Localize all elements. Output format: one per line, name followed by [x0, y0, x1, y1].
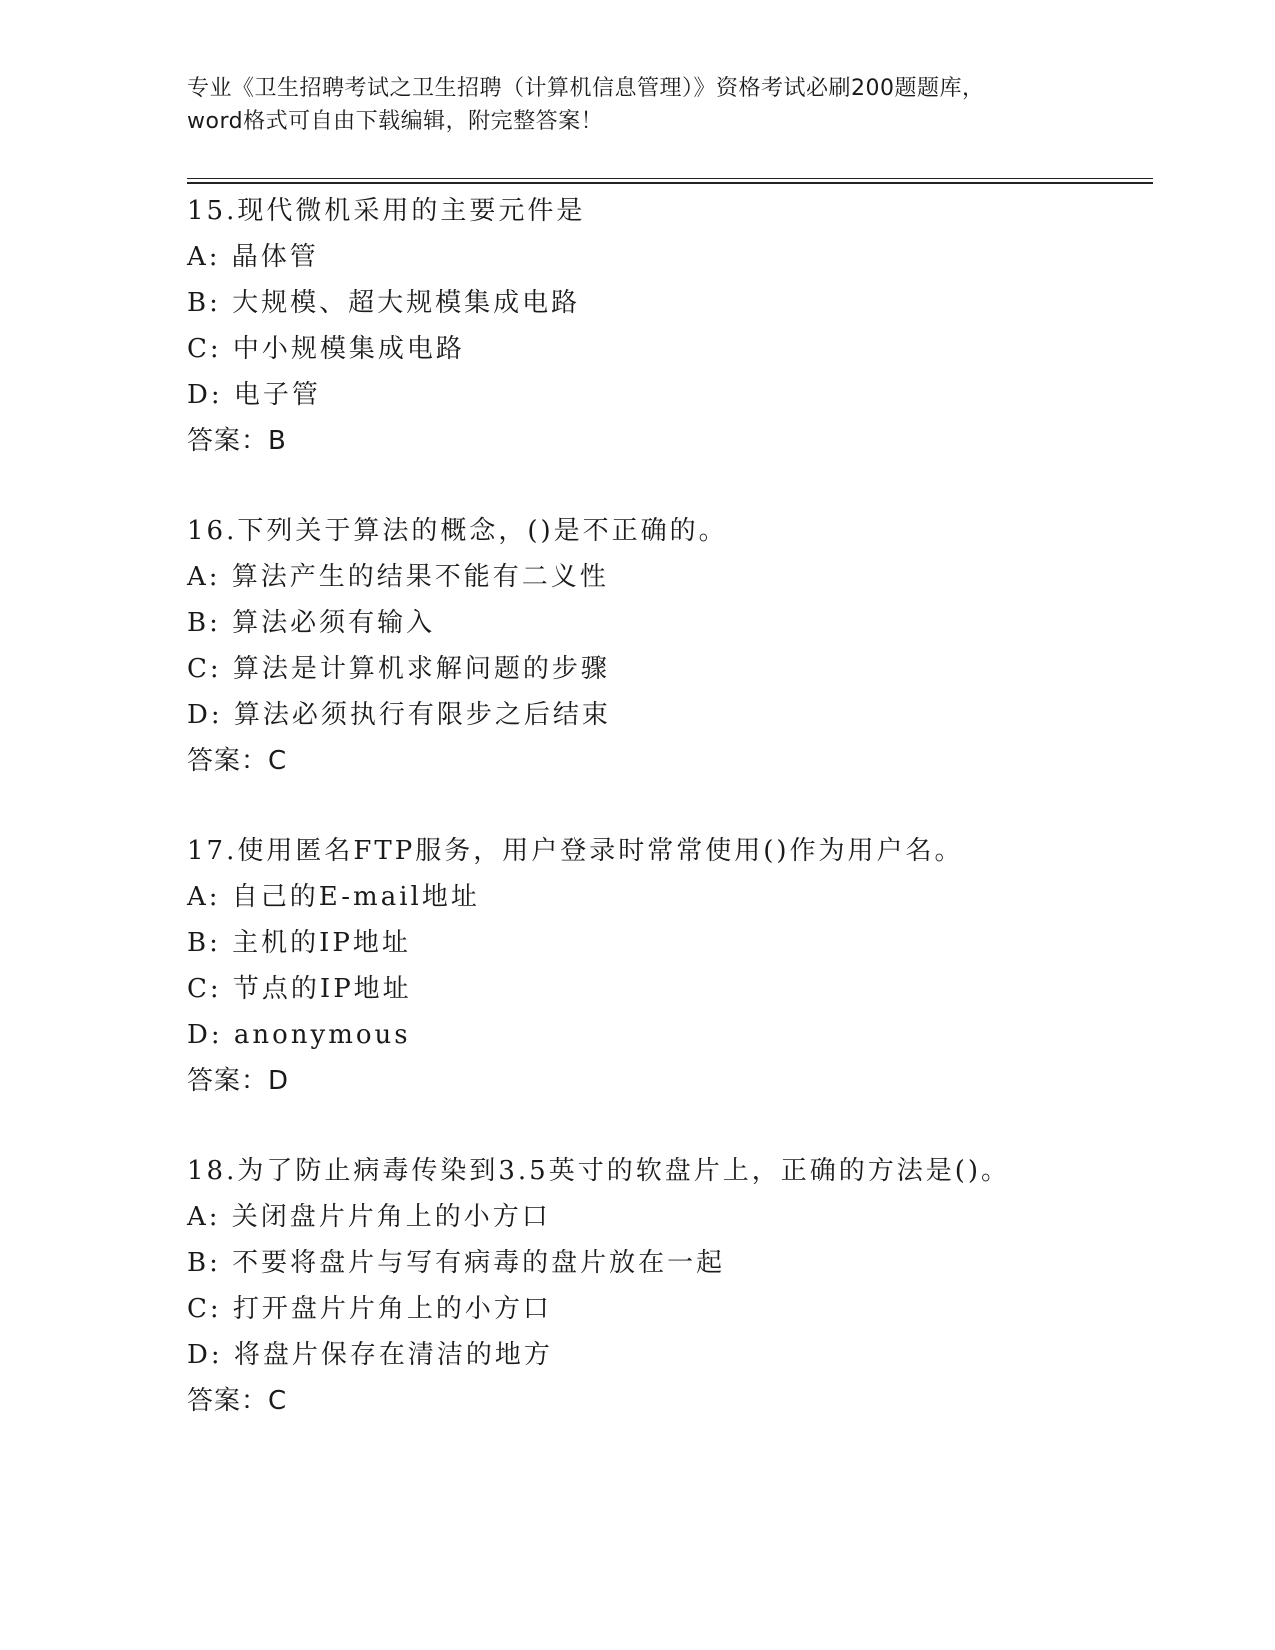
header-line-2: word格式可自由下载编辑，附完整答案！ [187, 109, 604, 134]
option-c: C: 算法是计算机求解问题的步骤 [187, 654, 610, 684]
option-a: A: 算法产生的结果不能有二义性 [187, 562, 609, 592]
answer: 答案：C [187, 746, 288, 776]
option-c: C: 中小规模集成电路 [187, 334, 465, 364]
question-18 [187, 1148, 1137, 1424]
option-d: D: 电子管 [187, 380, 321, 410]
question-stem: 18.为了防止病毒传染到3.5英寸的软盘片上，正确的方法是()。 [187, 1156, 1010, 1186]
header-line-1: 专业《卫生招聘考试之卫生招聘（计算机信息管理）》资格考试必刷200题题库， [187, 76, 985, 101]
option-b: B: 不要将盘片与写有病毒的盘片放在一起 [187, 1248, 726, 1278]
answer: 答案：D [187, 1066, 290, 1096]
option-a: A: 晶体管 [187, 242, 319, 272]
question-stem: 17.使用匿名FTP服务，用户登录时常常使用()作为用户名。 [187, 836, 964, 866]
option-a: A: 关闭盘片片角上的小方口 [187, 1202, 551, 1232]
question-15 [187, 188, 1137, 464]
answer: 答案：C [187, 1386, 288, 1416]
header-divider-thin [187, 178, 1153, 179]
answer: 答案：B [187, 426, 287, 456]
option-c: C: 打开盘片片角上的小方口 [187, 1294, 552, 1324]
option-b: B: 大规模、超大规模集成电路 [187, 288, 581, 318]
question-stem: 15.现代微机采用的主要元件是 [187, 196, 586, 226]
option-d: D: anonymous [187, 1020, 411, 1050]
question-17 [187, 828, 1137, 1104]
option-b: B: 算法必须有输入 [187, 608, 436, 638]
question-16 [187, 508, 1137, 784]
question-stem: 16.下列关于算法的概念，()是不正确的。 [187, 516, 728, 546]
option-c: C: 节点的IP地址 [187, 974, 412, 1004]
header-divider-thick [187, 182, 1153, 184]
option-a: A: 自己的E-mail地址 [187, 882, 480, 912]
option-b: B: 主机的IP地址 [187, 928, 411, 958]
option-d: D: 将盘片保存在清洁的地方 [187, 1340, 553, 1370]
document-header [187, 72, 1087, 138]
option-d: D: 算法必须执行有限步之后结束 [187, 700, 611, 730]
